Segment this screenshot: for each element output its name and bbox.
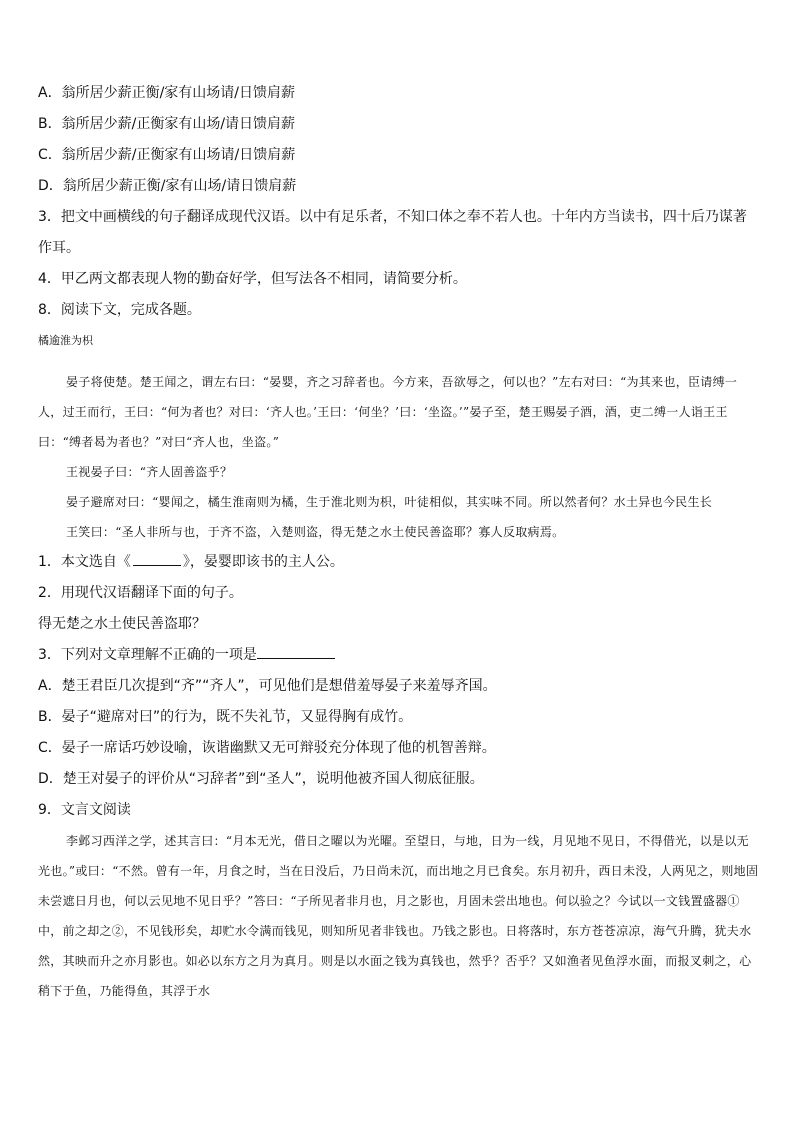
q2-options	[38, 78, 760, 202]
question-8-intro: 8．阅读下文，完成各题。	[38, 302, 201, 318]
option-text: 楚王对晏子的评价从“习辞者”到“圣人”，说明他被齐国人彻底征服。	[62, 771, 484, 787]
option-text: 翁所居少薪/正衡家有山场请/日馈肩薪	[61, 147, 296, 163]
option-text: 翁所居少薪/正衡家有山场/请日馈肩薪	[61, 116, 296, 132]
q8-1-prefix: 1．本文选自《	[38, 554, 131, 570]
q8-3-text: 3．下列对文章理解不正确的一项是	[38, 647, 257, 663]
passage-1-para-4: 王笑曰：“圣人非所与也，于齐不盗，入楚则盗，得无楚之水土使民善盗耶？寡人反取病焉。	[66, 525, 565, 539]
option-a	[38, 78, 760, 109]
passage-1-title: 橘逾淮为枳	[38, 334, 93, 347]
passage-1-para-2: 王视晏子曰：“齐人固善盗乎？	[66, 465, 233, 479]
option-label: C．	[38, 147, 62, 163]
q8-3-options	[38, 671, 760, 795]
passage-1-para-3: 晏子避席对曰：“婴闻之，橘生淮南则为橘，生于淮北则为枳，叶徒相似，其实味不同。所以然者何？水土异也今民生长	[66, 495, 713, 509]
option-a	[38, 671, 760, 702]
option-label: C．	[38, 740, 62, 756]
option-text: 翁所居少薪正衡/家有山场请/日馈肩薪	[61, 85, 296, 101]
question-9-title: 9．文言文阅读	[38, 802, 131, 818]
passage-2: 李邺习西洋之学，述其言曰：“月本无光，借日之曜以为光曜。至望日，与地，日为一线，月见地不见日，不得借光，以是以无光也。”或曰：“不然。曾有一年，月食之时，当在日没后，乃日尚未沉，而出地之月已食矣。东月初升，西日未没，人两见之，则地固未尝遮日月也，何以云见地不见日乎？”答曰：“子所见者非月也，月之影也，月固未尝出地也。何以验之？今试以一文钱置盛器①中，前之却之②，不见钱形矣，却贮水令满而钱见，则知所见者非钱也。乃钱之影也。日将落时，东方苍苍凉凉，海气升腾，犹夫水然，其映而升之亦月影也。如必以东方之月为真月。则是以水面之钱为真钱也，然乎？否乎？又如渔者见鱼浮水面，而报叉刺之，心稍下于鱼，乃能得鱼，其浮于水	[38, 834, 759, 998]
option-text: 晏子“避席对曰”的行为，既不失礼节，又显得胸有成竹。	[61, 709, 413, 725]
option-c	[38, 140, 760, 171]
answer-blank	[133, 549, 181, 566]
option-d	[38, 764, 760, 795]
question-3: 3．把文中画横线的句子翻译成现代汉语。以中有足乐者，不知口体之奉不若人也。十年内方当读书，四十后乃谋著作耳。	[38, 209, 747, 256]
document-page	[38, 78, 760, 1006]
option-b	[38, 702, 760, 733]
option-label: A．	[38, 85, 62, 101]
q8-1-suffix: 》，晏婴即该书的主人公。	[182, 554, 344, 570]
option-c	[38, 733, 760, 764]
option-label: D．	[38, 178, 63, 194]
answer-blank	[257, 642, 335, 659]
option-text: 楚王君臣几次提到“齐”“齐人”，可见他们是想借羞辱晏子来羞辱齐国。	[61, 678, 497, 694]
passage-1-para-1: 晏子将使楚。楚王闻之，谓左右曰：“晏婴，齐之习辞者也。今方来，吾欲辱之，何以也？”左右对曰：“为其来也，臣请缚一人，过王而行，王曰：“何为者也？对曰：‘齐人也。’王曰：‘何坐？’曰：‘坐盗。’”晏子至，楚王赐晏子酒，酒，吏二缚一人诣王王曰：“缚者曷为者也？”对曰“齐人也，坐盗。”	[38, 375, 738, 449]
option-d	[38, 171, 760, 202]
option-text: 晏子一席话巧妙设喻，诙谐幽默又无可辩驳充分体现了他的机智善辩。	[61, 740, 496, 756]
option-label: B．	[38, 116, 62, 132]
option-label: D．	[38, 771, 63, 787]
option-b	[38, 109, 760, 140]
passage-1	[38, 326, 760, 547]
option-label: B．	[38, 709, 62, 725]
question-8-3	[38, 640, 760, 671]
question-8-2-sentence: 得无楚之水土使民善盗耶？	[38, 616, 206, 632]
option-label: A．	[38, 678, 62, 694]
question-8-2: 2．用现代汉语翻译下面的句子。	[38, 585, 243, 601]
option-text: 翁所居少薪正衡/家有山场/请日馈肩薪	[62, 178, 297, 194]
question-8-1	[38, 547, 760, 578]
question-4: 4．甲乙两文都表现人物的勤奋好学，但写法各不相同，请简要分析。	[38, 271, 467, 287]
